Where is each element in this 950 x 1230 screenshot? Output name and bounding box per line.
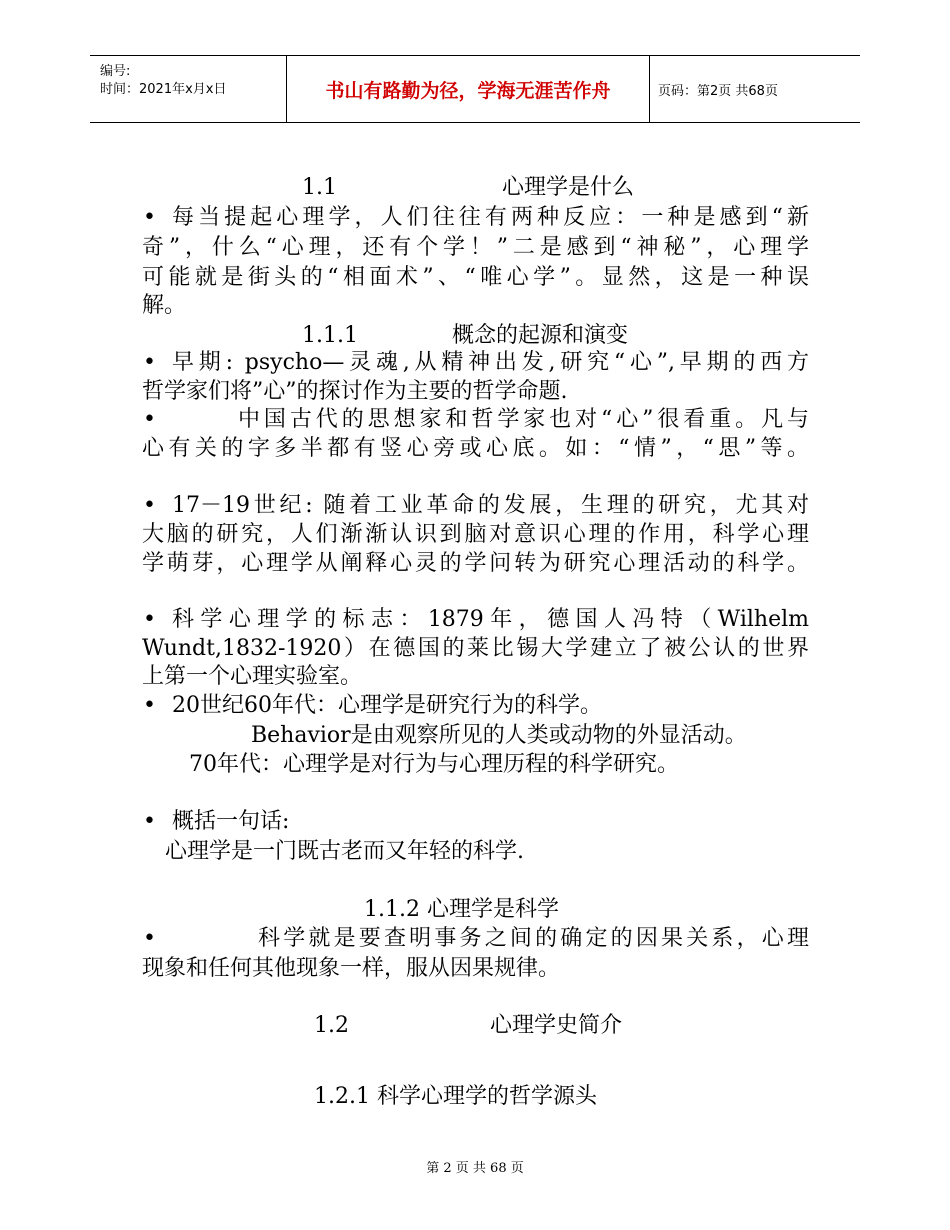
header-meta — [90, 56, 286, 122]
section-title: 心理学史简介 — [490, 1013, 623, 1038]
bullet: • — [143, 809, 156, 834]
paragraph-line: Wundt,1832-1920）在德国的莱比锡大学建立了被公认的世界 — [142, 636, 809, 661]
bullet: • — [143, 926, 156, 951]
paragraph-line: 心有关的字多半都有竖心旁或心底。如：“情”，“思”等。 — [142, 436, 809, 461]
section-number: 1.2 — [314, 1013, 349, 1038]
paragraph-line: 70年代：心理学是对行为与心理历程的科学研究。 — [189, 752, 679, 777]
page-footer: 第 2 页 共 68 页 — [426, 1161, 524, 1176]
paragraph-line: 概括一句话: — [172, 809, 290, 834]
paragraph-line: 可能就是街头的“相面术”、“唯心学”。显然，这是一种误 — [142, 265, 809, 290]
paragraph-line: 20世纪60年代：心理学是研究行为的科学。 — [172, 693, 602, 718]
subsection-heading: 1.1.2 心理学是科学 — [364, 897, 559, 922]
paragraph-line: 科学心理学的标志：1879年，德国人冯特（Wilhelm — [172, 607, 809, 632]
paragraph-line: 17－19世纪: 随着工业革命的发展，生理的研究，尤其对 — [172, 493, 809, 518]
paragraph-line: 中国古代的思想家和哲学家也对“心”很看重。凡与 — [238, 407, 809, 432]
section-number: 1.1 — [302, 175, 337, 200]
paragraph-line: 上第一个心理实验室。 — [142, 664, 363, 689]
header-page-info: 页码：第2页 共68页 — [658, 83, 778, 99]
subsection-title: 概念的起源和演变 — [452, 323, 629, 348]
paragraph-line: 学萌芽，心理学从阐释心灵的学问转为研究心理活动的科学。 — [142, 551, 809, 576]
paragraph-line: 解。 — [142, 293, 187, 318]
time-label: 时间：2021年x月x日 — [100, 82, 227, 97]
section-title: 心理学是什么 — [502, 175, 635, 200]
bullet: • — [143, 693, 156, 718]
paragraph-line: 哲学家们将”心”的探讨作为主要的哲学命题. — [142, 379, 568, 404]
bullet: • — [143, 493, 156, 518]
paragraph-line: 早期: psycho—灵魂,从精神出发,研究“心”,早期的西方 — [172, 350, 809, 375]
paragraph-line: 心理学是一门既古老而又年轻的科学. — [165, 839, 524, 864]
paragraph-line: 奇”，什么“心理，还有个学！”二是感到“神秘”，心理学 — [142, 235, 809, 260]
bullet: • — [143, 205, 156, 230]
bullet: • — [143, 407, 156, 432]
subsection-number: 1.1.1 — [302, 323, 358, 348]
paragraph-line: Behavior是由观察所见的人类或动物的外显活动。 — [251, 723, 747, 748]
paragraph-line: 每当提起心理学，人们往往有两种反应：一种是感到“新 — [172, 205, 809, 230]
header-motto: 书山有路勤为径，学海无涯苦作舟 — [286, 56, 650, 122]
page-header — [90, 55, 860, 123]
paragraph-line: 科学就是要查明事务之间的确定的因果关系，心理 — [258, 926, 809, 951]
number-label: 编号: — [100, 64, 131, 79]
paragraph-line: 大脑的研究，人们渐渐认识到脑对意识心理的作用，科学心理 — [142, 522, 809, 547]
paragraph-line: 现象和任何其他现象一样，服从因果规律。 — [142, 956, 561, 981]
bullet: • — [143, 350, 156, 375]
bullet: • — [143, 607, 156, 632]
subsection-heading: 1.2.1 科学心理学的哲学源头 — [314, 1084, 597, 1109]
